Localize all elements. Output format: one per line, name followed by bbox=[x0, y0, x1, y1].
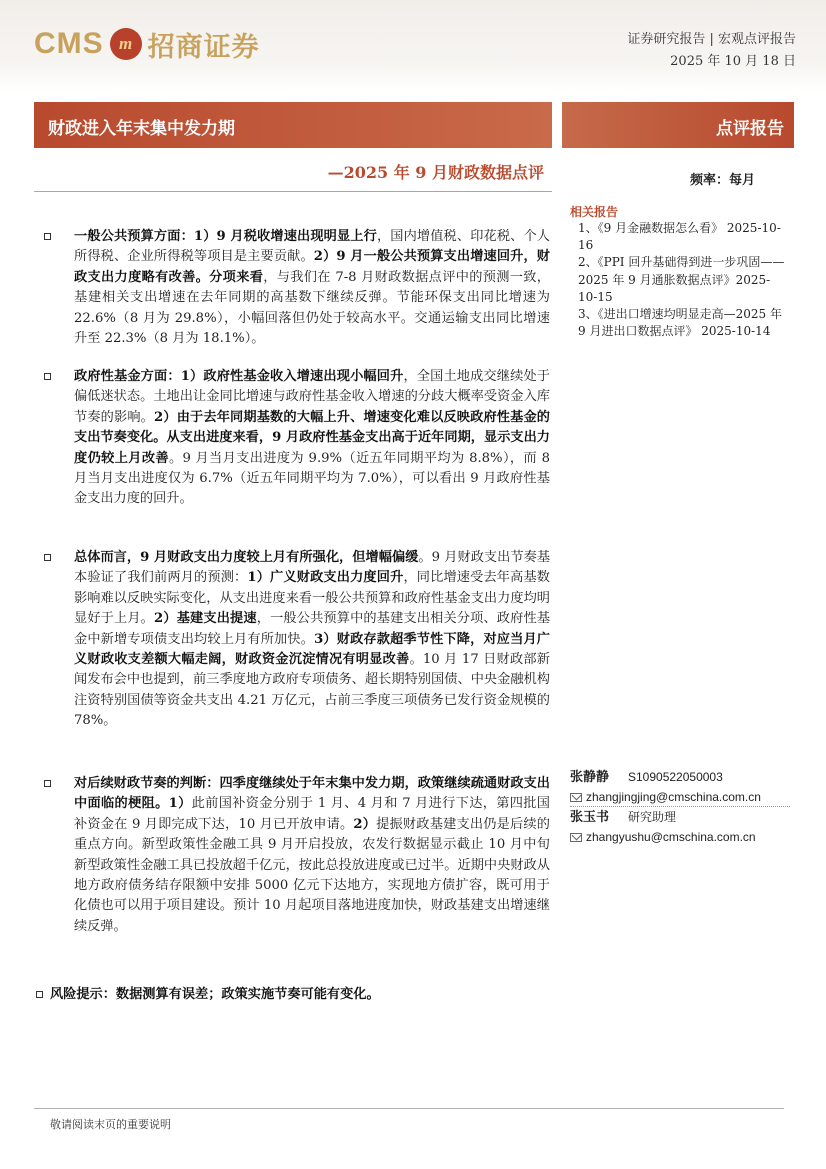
section-text: 。9 月当月支出进度为 9.9%（近五年同期平均为 8.8%），而 8 月当月支出进度仅为 6.7%（近五年同期平均为 7.0%），可以看出 9 月政府性基金支出力度的回升。 bbox=[74, 450, 551, 507]
section-risk bbox=[44, 985, 550, 1005]
title-banner bbox=[34, 102, 552, 148]
author-email[interactable]: zhangjingjing@cmschina.com.cn bbox=[586, 790, 761, 804]
section-bold-text: 3）财政存款超季节性下降，对应当月广义财政收支差额大幅走阔，财政资金沉淀情况有明显改善 bbox=[74, 631, 550, 668]
section-bold-text: 2） bbox=[353, 816, 377, 832]
section-text: ，国内增值税、印花税、个人所得税、企业所得税等项目是主要贡献。 bbox=[74, 229, 550, 265]
section-bold-text: 1） bbox=[168, 796, 192, 812]
mail-icon bbox=[570, 833, 582, 842]
section-bold-text: 政府性基金方面：1）政府性基金收入增速出现小幅回升 bbox=[74, 369, 404, 384]
related-reports-title: 相关报告 bbox=[570, 205, 619, 219]
author-id: S1090522050003 bbox=[628, 770, 723, 784]
section-bold-text: 2）由于去年同期基数的大幅上升、增速变化难以反映政府性基金的支出节奏变化。从支出进度来看，9 月政府性基金支出高于近年同期，显示支出力度仍较上月改善 bbox=[74, 409, 550, 466]
section-text: ，一般公共预算中的基建支出相关分项、政府性基金中新增专项债支出均较上月有所加快。 bbox=[74, 611, 551, 647]
footer-note: 敬请阅读末页的重要说明 bbox=[50, 1118, 171, 1131]
page-title: 财政进入年末集中发力期 bbox=[48, 119, 235, 139]
page-subtitle: —2025 年 9 月财政数据点评 bbox=[327, 163, 544, 182]
section-outlook bbox=[44, 774, 550, 937]
section-paragraph bbox=[74, 227, 550, 349]
logo-emblem-icon: m bbox=[110, 28, 142, 60]
title-divider bbox=[34, 191, 552, 192]
mail-icon bbox=[570, 793, 582, 802]
logo-company-name: 招商证券 bbox=[147, 31, 260, 63]
square-bullet-icon bbox=[44, 373, 51, 380]
related-report-item[interactable]: 2、《PPI 回升基础得到进一步巩固——2025 年 9 月通胀数据点评》2025-10-15 bbox=[578, 255, 785, 304]
related-reports-list bbox=[578, 220, 786, 340]
author-divider bbox=[570, 806, 790, 807]
related-report-item[interactable]: 3、《进出口增速均明显走高—2025 年 9 月进出口数据点评》 2025-10-14 bbox=[578, 307, 782, 339]
page-header bbox=[0, 0, 826, 92]
author-role: 研究助理 bbox=[628, 810, 677, 824]
section-bold-text: 一般公共预算方面：1）9 月税收增速出现明显上行 bbox=[74, 229, 377, 244]
report-type: 点评报告 bbox=[716, 119, 784, 139]
frequency-label: 频率：每月 bbox=[690, 173, 756, 188]
square-bullet-icon bbox=[44, 554, 51, 561]
section-general-budget bbox=[44, 227, 550, 349]
section-bold-text: 2）9 月一般公共预算支出增速回升，财政支出力度略有改善。分项来看 bbox=[74, 249, 550, 285]
section-overall bbox=[44, 548, 550, 732]
section-text: 。9 月财政支出节奏基本验证了我们前两月的预测： bbox=[74, 550, 551, 586]
risk-text: 风险提示：数据测算有误差；政策实施节奏可能有变化。 bbox=[50, 987, 380, 1002]
footer-divider bbox=[34, 1108, 784, 1109]
author-2-email-row[interactable] bbox=[570, 830, 756, 844]
section-text: 。10 月 17 日财政部新闻发布会中也提到，前三季度地方政府专项债务、超长期特别国债、中央金融机构注资特别国债等资金共支出 4.21 万亿元，占前三季度三项债务已发行资金规模的 78%。 bbox=[74, 652, 550, 729]
section-paragraph bbox=[74, 548, 550, 732]
section-bold-text: 2）基建支出提速 bbox=[154, 611, 257, 627]
author-name: 张玉书 bbox=[570, 810, 610, 825]
related-report-item[interactable]: 1、《9 月金融数据怎么看》 2025-10-16 bbox=[578, 221, 781, 253]
document-date: 2025 年 10 月 18 日 bbox=[670, 54, 796, 69]
section-bold-text: 对后续财政节奏的判断：四季度继续处于年末集中发力期，政策继续疏通财政支出中面临的梗阻。 bbox=[74, 776, 550, 812]
report-type-banner bbox=[562, 102, 794, 148]
risk-paragraph bbox=[50, 985, 550, 1005]
document-type: 证券研究报告 | 宏观点评报告 bbox=[627, 32, 796, 47]
author-name: 张静静 bbox=[570, 770, 610, 785]
logo-cms-text: CMS bbox=[34, 27, 104, 60]
section-paragraph bbox=[74, 367, 550, 510]
author-2 bbox=[570, 808, 790, 827]
section-text: 此前国补资金分别于 1 月、4 月和 7 月进行下达，第四批国补资金在 9 月即完成下达，10 月已开放申请。 bbox=[74, 796, 550, 832]
author-email[interactable]: zhangyushu@cmschina.com.cn bbox=[586, 830, 756, 844]
section-bold-text: 1）广义财政支出力度回升 bbox=[247, 570, 404, 586]
square-bullet-icon bbox=[44, 780, 51, 787]
section-government-fund bbox=[44, 367, 550, 510]
section-text: ，同比增速受去年高基数影响难以反映实际变化，从支出进度来看一般公共预算和政府性基金支出力度均明显好于上月。 bbox=[74, 570, 550, 627]
author-1-email-row[interactable] bbox=[570, 790, 761, 804]
cms-logo bbox=[34, 22, 260, 66]
square-bullet-icon bbox=[36, 991, 43, 998]
section-text: 提振财政基建支出仍是后续的重点方向。新型政策性金融工具 9 月开启投放，农发行数据显示截止 10 月中旬新型政策性金融工具已投放超千亿元，按此总投放进度或已过半。近期中央财政从地方政府债务结存限额中安排 5000 亿元下达地方，实现地方债扩容，既可用于化债也可以用于项目建设。预计 10 月起项目落地进度加快，财政基建支出增速继续反弹。 bbox=[74, 816, 550, 934]
section-paragraph bbox=[74, 774, 550, 937]
author-1 bbox=[570, 768, 790, 787]
square-bullet-icon bbox=[44, 233, 51, 240]
section-text: ，全国土地成交继续处于偏低迷状态。土地出让金同比增速与政府性基金收入增速的分歧大概率受资金入库节奏的影响。 bbox=[74, 369, 550, 425]
section-text: ，与我们在 7-8 月财政数据点评中的预测一致，基建相关支出增速在去年同期的高基数下继续反弹。节能环保支出同比增速为 22.6%（8 月为 29.8%），小幅回落但仍处于较高水平。交通运输支出同比增速升至 22.3%（8 月为 18.1%）。 bbox=[74, 269, 550, 347]
section-bold-text: 总体而言，9 月财政支出力度较上月有所强化，但增幅偏缓 bbox=[74, 550, 419, 565]
